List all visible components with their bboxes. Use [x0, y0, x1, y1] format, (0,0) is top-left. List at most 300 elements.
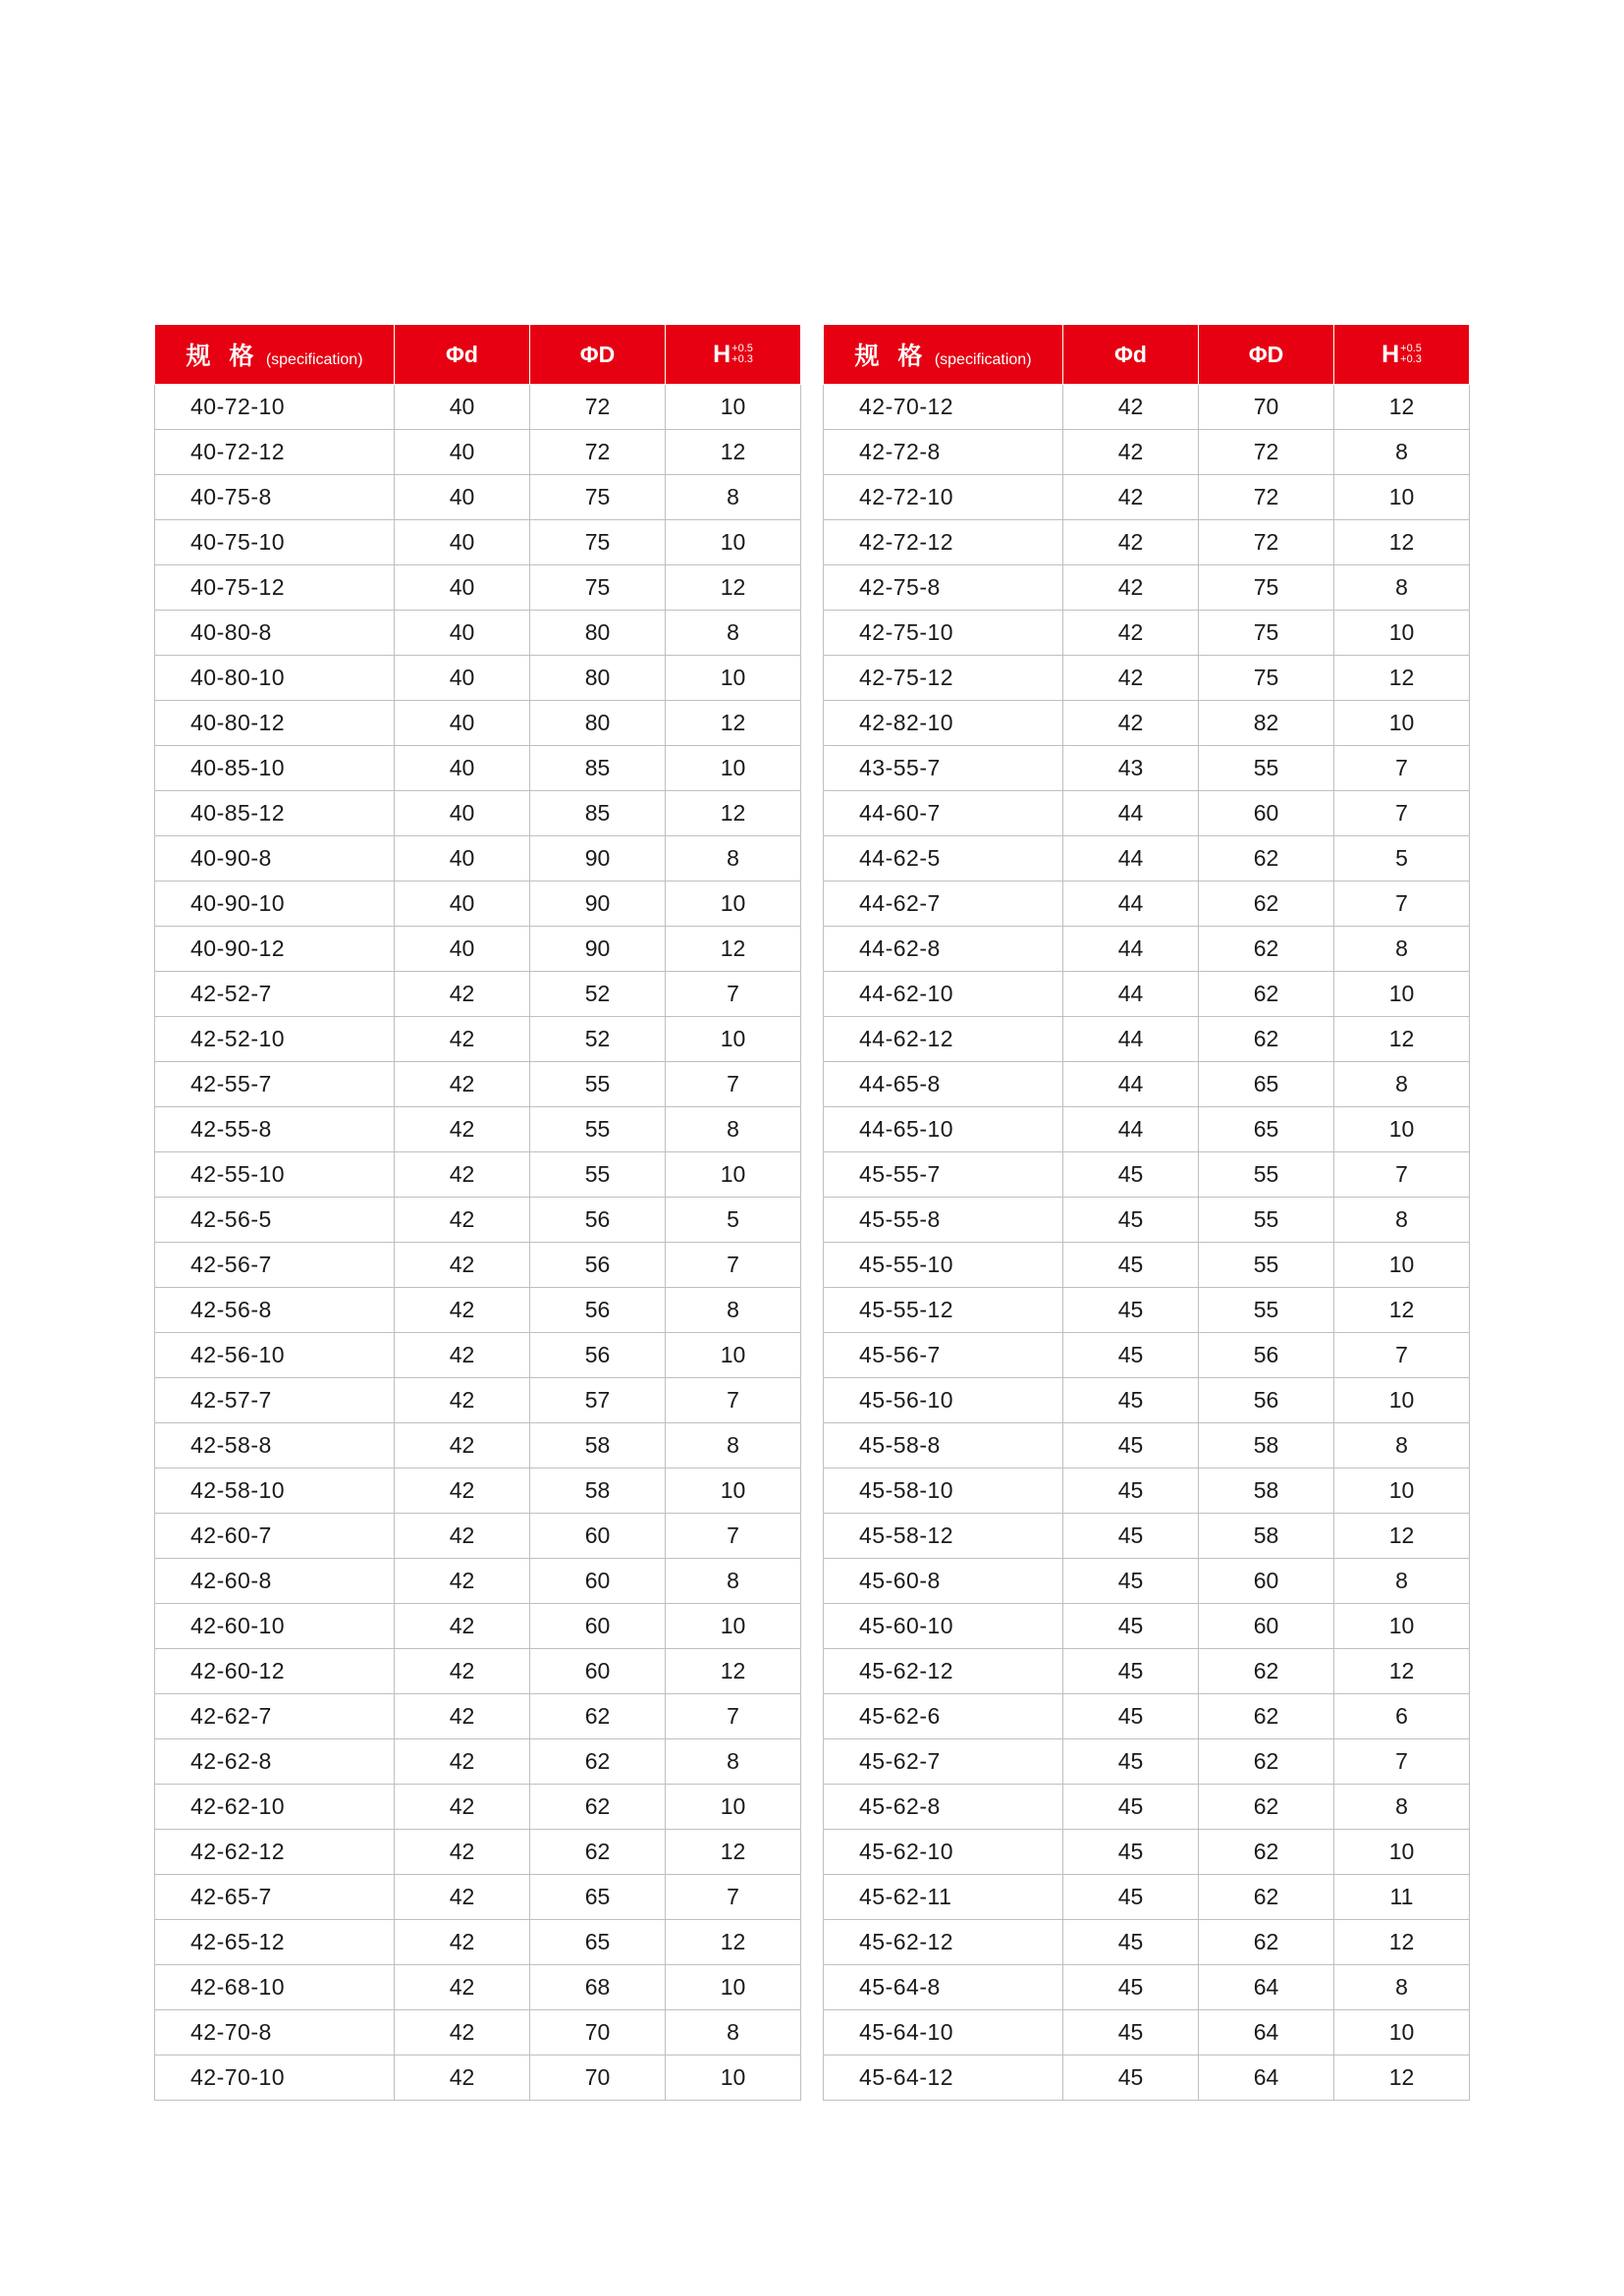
cell-H: 7	[1334, 791, 1470, 836]
cell-phi-D: 55	[1199, 746, 1334, 791]
table-row	[155, 656, 801, 701]
cell-specification: 45-62-8	[824, 1785, 1063, 1830]
cell-phi-d: 44	[1063, 1017, 1199, 1062]
cell-phi-D: 62	[1199, 1785, 1334, 1830]
cell-H: 7	[666, 1243, 801, 1288]
cell-specification: 40-85-10	[155, 746, 395, 791]
cell-phi-d: 45	[1063, 1875, 1199, 1920]
cell-H: 10	[1334, 1243, 1470, 1288]
cell-phi-D: 56	[530, 1198, 666, 1243]
table-row	[155, 746, 801, 791]
cell-specification: 42-60-10	[155, 1604, 395, 1649]
cell-specification: 40-90-10	[155, 881, 395, 927]
cell-H: 10	[1334, 701, 1470, 746]
table-row	[824, 836, 1470, 881]
cell-specification: 42-65-7	[155, 1875, 395, 1920]
cell-phi-D: 90	[530, 836, 666, 881]
cell-phi-d: 40	[395, 565, 530, 611]
table-row	[824, 1604, 1470, 1649]
cell-H: 8	[1334, 1062, 1470, 1107]
cell-H: 12	[1334, 1514, 1470, 1559]
cell-phi-D: 64	[1199, 1965, 1334, 2010]
cell-phi-D: 62	[1199, 1739, 1334, 1785]
table-row	[824, 1649, 1470, 1694]
cell-specification: 40-72-12	[155, 430, 395, 475]
cell-H: 5	[666, 1198, 801, 1243]
table-row	[824, 1559, 1470, 1604]
cell-phi-D: 58	[1199, 1514, 1334, 1559]
cell-specification: 45-62-12	[824, 1920, 1063, 1965]
cell-phi-d: 42	[395, 1198, 530, 1243]
cell-phi-d: 45	[1063, 1694, 1199, 1739]
cell-phi-d: 43	[1063, 746, 1199, 791]
cell-H: 12	[666, 791, 801, 836]
column-header-phi-d: Φd	[395, 325, 530, 385]
table-row	[155, 1198, 801, 1243]
cell-specification: 45-55-7	[824, 1152, 1063, 1198]
cell-specification: 42-72-10	[824, 475, 1063, 520]
table-row	[824, 1920, 1470, 1965]
column-header-phi-d: Φd	[1063, 325, 1199, 385]
cell-specification: 40-90-12	[155, 927, 395, 972]
table-row	[824, 1017, 1470, 1062]
cell-specification: 42-72-8	[824, 430, 1063, 475]
cell-phi-D: 58	[1199, 1468, 1334, 1514]
cell-H: 10	[1334, 1830, 1470, 1875]
cell-phi-D: 75	[1199, 656, 1334, 701]
right-table	[823, 324, 1470, 2101]
tolerance-lower: +0.3	[1400, 353, 1422, 366]
cell-phi-d: 45	[1063, 1288, 1199, 1333]
column-header-H-tolerance	[731, 344, 753, 366]
table-row	[155, 1920, 801, 1965]
cell-specification: 45-64-12	[824, 2056, 1063, 2101]
cell-phi-D: 60	[530, 1649, 666, 1694]
cell-specification: 42-70-12	[824, 385, 1063, 430]
cell-phi-d: 42	[395, 1559, 530, 1604]
cell-phi-d: 45	[1063, 1785, 1199, 1830]
table-header-row	[155, 325, 801, 385]
table-row	[824, 1333, 1470, 1378]
cell-specification: 42-56-5	[155, 1198, 395, 1243]
cell-phi-D: 62	[1199, 972, 1334, 1017]
cell-phi-D: 90	[530, 927, 666, 972]
cell-phi-d: 42	[395, 1965, 530, 2010]
cell-phi-D: 62	[1199, 1017, 1334, 1062]
table-row	[824, 927, 1470, 972]
cell-phi-d: 44	[1063, 836, 1199, 881]
table-row	[155, 475, 801, 520]
cell-phi-d: 45	[1063, 2056, 1199, 2101]
cell-H: 12	[666, 1649, 801, 1694]
cell-phi-d: 45	[1063, 1830, 1199, 1875]
cell-H: 10	[1334, 1378, 1470, 1423]
cell-phi-d: 42	[395, 1288, 530, 1333]
cell-H: 7	[666, 1378, 801, 1423]
cell-phi-d: 40	[395, 881, 530, 927]
cell-H: 8	[1334, 927, 1470, 972]
table-row	[155, 972, 801, 1017]
cell-specification: 42-72-12	[824, 520, 1063, 565]
cell-H: 7	[1334, 1739, 1470, 1785]
cell-specification: 44-62-7	[824, 881, 1063, 927]
cell-phi-d: 45	[1063, 1739, 1199, 1785]
cell-H: 10	[666, 1604, 801, 1649]
cell-specification: 40-85-12	[155, 791, 395, 836]
cell-phi-D: 62	[1199, 881, 1334, 927]
cell-specification: 45-55-10	[824, 1243, 1063, 1288]
cell-phi-d: 40	[395, 656, 530, 701]
cell-phi-D: 55	[1199, 1243, 1334, 1288]
table-row	[824, 565, 1470, 611]
cell-phi-d: 42	[395, 2010, 530, 2056]
cell-phi-d: 42	[1063, 565, 1199, 611]
table-row	[824, 746, 1470, 791]
column-header-phi-D: ΦD	[530, 325, 666, 385]
table-row	[824, 656, 1470, 701]
cell-specification: 45-55-8	[824, 1198, 1063, 1243]
cell-specification: 45-62-6	[824, 1694, 1063, 1739]
cell-phi-D: 85	[530, 746, 666, 791]
table-row	[155, 1243, 801, 1288]
cell-H: 10	[1334, 475, 1470, 520]
cell-phi-D: 52	[530, 1017, 666, 1062]
cell-phi-D: 60	[1199, 1559, 1334, 1604]
table-row	[155, 1830, 801, 1875]
cell-phi-D: 75	[530, 565, 666, 611]
cell-phi-D: 75	[1199, 565, 1334, 611]
cell-H: 7	[666, 972, 801, 1017]
cell-phi-D: 60	[530, 1559, 666, 1604]
cell-phi-d: 40	[395, 520, 530, 565]
cell-phi-d: 42	[395, 1107, 530, 1152]
cell-phi-d: 40	[395, 385, 530, 430]
cell-H: 12	[1334, 385, 1470, 430]
cell-specification: 42-55-8	[155, 1107, 395, 1152]
cell-H: 8	[1334, 1423, 1470, 1468]
cell-phi-d: 45	[1063, 1378, 1199, 1423]
cell-specification: 40-75-10	[155, 520, 395, 565]
table-row	[155, 2056, 801, 2101]
table-row	[824, 1875, 1470, 1920]
cell-phi-d: 42	[395, 1017, 530, 1062]
cell-phi-D: 65	[530, 1875, 666, 1920]
cell-H: 10	[666, 881, 801, 927]
cell-H: 10	[1334, 611, 1470, 656]
cell-phi-d: 42	[395, 1649, 530, 1694]
cell-phi-d: 44	[1063, 791, 1199, 836]
cell-specification: 40-80-10	[155, 656, 395, 701]
table-row	[155, 1017, 801, 1062]
cell-specification: 45-62-7	[824, 1739, 1063, 1785]
cell-phi-d: 44	[1063, 881, 1199, 927]
table-row	[155, 791, 801, 836]
cell-specification: 45-58-10	[824, 1468, 1063, 1514]
cell-phi-D: 80	[530, 656, 666, 701]
cell-H: 12	[1334, 1920, 1470, 1965]
cell-phi-d: 42	[395, 1875, 530, 1920]
cell-specification: 45-56-10	[824, 1378, 1063, 1423]
cell-H: 8	[1334, 565, 1470, 611]
cell-phi-d: 42	[395, 1739, 530, 1785]
table-row	[155, 1559, 801, 1604]
cell-H: 8	[1334, 1559, 1470, 1604]
table-row	[824, 1468, 1470, 1514]
cell-phi-D: 62	[1199, 836, 1334, 881]
cell-H: 10	[666, 1468, 801, 1514]
cell-phi-D: 62	[530, 1739, 666, 1785]
cell-phi-D: 55	[530, 1107, 666, 1152]
table-row	[155, 1604, 801, 1649]
column-header-H-label: H	[1381, 340, 1400, 368]
cell-phi-d: 42	[1063, 430, 1199, 475]
table-row	[155, 1288, 801, 1333]
cell-H: 10	[666, 385, 801, 430]
cell-phi-D: 65	[1199, 1107, 1334, 1152]
table-row	[824, 1423, 1470, 1468]
cell-specification: 42-58-8	[155, 1423, 395, 1468]
cell-phi-D: 75	[1199, 611, 1334, 656]
cell-H: 10	[666, 1152, 801, 1198]
cell-H: 6	[1334, 1694, 1470, 1739]
table-row	[824, 1152, 1470, 1198]
column-header-H	[666, 325, 801, 385]
table-row	[155, 385, 801, 430]
cell-phi-D: 56	[530, 1243, 666, 1288]
cell-phi-d: 42	[395, 1062, 530, 1107]
cell-H: 10	[666, 1965, 801, 2010]
cell-specification: 42-82-10	[824, 701, 1063, 746]
cell-H: 12	[666, 701, 801, 746]
cell-H: 8	[1334, 1198, 1470, 1243]
cell-H: 12	[666, 1920, 801, 1965]
cell-specification: 42-62-7	[155, 1694, 395, 1739]
cell-phi-D: 56	[1199, 1378, 1334, 1423]
table-row	[824, 2056, 1470, 2101]
table-row	[155, 1739, 801, 1785]
cell-phi-d: 44	[1063, 1062, 1199, 1107]
cell-specification: 45-58-8	[824, 1423, 1063, 1468]
cell-phi-d: 45	[1063, 1423, 1199, 1468]
cell-phi-d: 45	[1063, 1920, 1199, 1965]
cell-H: 10	[666, 520, 801, 565]
table-row	[155, 520, 801, 565]
column-header-specification	[824, 325, 1063, 385]
cell-phi-D: 57	[530, 1378, 666, 1423]
cell-phi-D: 72	[530, 385, 666, 430]
cell-H: 12	[666, 1830, 801, 1875]
cell-H: 5	[1334, 836, 1470, 881]
cell-phi-D: 70	[530, 2010, 666, 2056]
cell-H: 8	[666, 2010, 801, 2056]
cell-H: 7	[666, 1875, 801, 1920]
cell-phi-d: 40	[395, 475, 530, 520]
cell-phi-D: 56	[530, 1333, 666, 1378]
cell-phi-D: 58	[530, 1423, 666, 1468]
cell-phi-d: 42	[395, 1694, 530, 1739]
cell-specification: 42-60-7	[155, 1514, 395, 1559]
cell-specification: 44-60-7	[824, 791, 1063, 836]
cell-specification: 42-52-10	[155, 1017, 395, 1062]
column-header-specification-en: (specification)	[934, 351, 1032, 368]
cell-specification: 42-60-8	[155, 1559, 395, 1604]
cell-specification: 42-65-12	[155, 1920, 395, 1965]
cell-phi-d: 45	[1063, 1965, 1199, 2010]
cell-H: 11	[1334, 1875, 1470, 1920]
cell-phi-D: 55	[530, 1152, 666, 1198]
cell-phi-d: 44	[1063, 1107, 1199, 1152]
cell-specification: 42-55-7	[155, 1062, 395, 1107]
cell-phi-D: 62	[530, 1830, 666, 1875]
cell-phi-d: 42	[395, 1378, 530, 1423]
table-row	[824, 520, 1470, 565]
cell-H: 12	[1334, 656, 1470, 701]
cell-specification: 40-80-8	[155, 611, 395, 656]
cell-specification: 40-72-10	[155, 385, 395, 430]
table-row	[824, 385, 1470, 430]
cell-specification: 45-62-10	[824, 1830, 1063, 1875]
table-row	[155, 1785, 801, 1830]
cell-phi-D: 80	[530, 611, 666, 656]
cell-phi-d: 45	[1063, 1243, 1199, 1288]
table-row	[155, 836, 801, 881]
cell-phi-D: 62	[1199, 927, 1334, 972]
cell-phi-D: 52	[530, 972, 666, 1017]
cell-phi-d: 40	[395, 746, 530, 791]
cell-H: 12	[1334, 2056, 1470, 2101]
tolerance-upper: +0.5	[731, 342, 753, 354]
cell-specification: 42-56-7	[155, 1243, 395, 1288]
table-row	[824, 1739, 1470, 1785]
cell-H: 12	[1334, 1649, 1470, 1694]
cell-H: 8	[666, 1288, 801, 1333]
table-row	[824, 430, 1470, 475]
cell-phi-D: 70	[1199, 385, 1334, 430]
cell-specification: 45-64-10	[824, 2010, 1063, 2056]
cell-specification: 45-64-8	[824, 1965, 1063, 2010]
cell-specification: 44-65-10	[824, 1107, 1063, 1152]
cell-phi-D: 62	[1199, 1875, 1334, 1920]
table-row	[824, 1785, 1470, 1830]
cell-H: 7	[1334, 881, 1470, 927]
cell-specification: 44-62-5	[824, 836, 1063, 881]
cell-phi-d: 45	[1063, 1333, 1199, 1378]
cell-H: 8	[666, 1107, 801, 1152]
cell-H: 8	[1334, 1965, 1470, 2010]
table-row	[824, 1378, 1470, 1423]
cell-phi-D: 62	[1199, 1649, 1334, 1694]
cell-phi-D: 90	[530, 881, 666, 927]
table-row	[824, 611, 1470, 656]
cell-specification: 42-56-10	[155, 1333, 395, 1378]
cell-phi-D: 55	[1199, 1198, 1334, 1243]
cell-phi-D: 60	[1199, 791, 1334, 836]
cell-phi-d: 40	[395, 927, 530, 972]
cell-phi-D: 55	[530, 1062, 666, 1107]
table-row	[824, 701, 1470, 746]
cell-H: 10	[1334, 972, 1470, 1017]
cell-phi-d: 42	[395, 1785, 530, 1830]
cell-phi-d: 45	[1063, 1198, 1199, 1243]
column-header-specification-cn: 规 格	[854, 343, 929, 370]
cell-specification: 42-62-10	[155, 1785, 395, 1830]
cell-phi-D: 80	[530, 701, 666, 746]
table-row	[155, 1649, 801, 1694]
cell-phi-d: 45	[1063, 1152, 1199, 1198]
column-header-specification	[155, 325, 395, 385]
cell-specification: 42-75-12	[824, 656, 1063, 701]
cell-specification: 45-58-12	[824, 1514, 1063, 1559]
table-header-row	[824, 325, 1470, 385]
table-row	[824, 1288, 1470, 1333]
cell-phi-d: 42	[395, 1830, 530, 1875]
cell-H: 10	[1334, 1604, 1470, 1649]
cell-H: 7	[666, 1062, 801, 1107]
column-header-phi-D: ΦD	[1199, 325, 1334, 385]
cell-phi-D: 65	[1199, 1062, 1334, 1107]
cell-phi-d: 40	[395, 701, 530, 746]
column-header-specification-cn: 规 格	[186, 343, 260, 370]
table-row	[155, 430, 801, 475]
cell-phi-D: 58	[1199, 1423, 1334, 1468]
table-row	[824, 1830, 1470, 1875]
tolerance-upper: +0.5	[1400, 342, 1422, 354]
cell-H: 12	[1334, 1288, 1470, 1333]
cell-phi-d: 45	[1063, 1559, 1199, 1604]
cell-H: 12	[666, 430, 801, 475]
table-row	[155, 1423, 801, 1468]
cell-phi-D: 62	[1199, 1830, 1334, 1875]
cell-specification: 45-62-12	[824, 1649, 1063, 1694]
cell-phi-d: 42	[1063, 656, 1199, 701]
cell-phi-D: 62	[1199, 1694, 1334, 1739]
cell-specification: 42-55-10	[155, 1152, 395, 1198]
table-row	[824, 1107, 1470, 1152]
cell-H: 10	[666, 1333, 801, 1378]
cell-phi-d: 42	[395, 1152, 530, 1198]
cell-phi-D: 56	[530, 1288, 666, 1333]
cell-phi-d: 42	[395, 2056, 530, 2101]
cell-specification: 45-56-7	[824, 1333, 1063, 1378]
table-row	[824, 791, 1470, 836]
cell-phi-D: 72	[1199, 430, 1334, 475]
cell-phi-d: 42	[395, 1333, 530, 1378]
cell-phi-D: 64	[1199, 2010, 1334, 2056]
cell-phi-D: 72	[1199, 475, 1334, 520]
cell-phi-D: 58	[530, 1468, 666, 1514]
table-row	[155, 1965, 801, 2010]
cell-phi-d: 42	[395, 1514, 530, 1559]
cell-H: 10	[1334, 1468, 1470, 1514]
cell-specification: 40-80-12	[155, 701, 395, 746]
cell-phi-d: 42	[395, 1423, 530, 1468]
cell-H: 12	[1334, 520, 1470, 565]
cell-phi-D: 70	[530, 2056, 666, 2101]
cell-phi-D: 68	[530, 1965, 666, 2010]
cell-specification: 44-65-8	[824, 1062, 1063, 1107]
cell-phi-d: 42	[395, 1604, 530, 1649]
cell-specification: 40-75-12	[155, 565, 395, 611]
cell-specification: 45-60-10	[824, 1604, 1063, 1649]
column-header-H-label: H	[713, 340, 731, 368]
cell-H: 8	[1334, 1785, 1470, 1830]
cell-phi-d: 42	[1063, 611, 1199, 656]
cell-specification: 42-57-7	[155, 1378, 395, 1423]
table-row	[824, 1243, 1470, 1288]
cell-phi-d: 40	[395, 430, 530, 475]
table-row	[824, 1062, 1470, 1107]
cell-phi-D: 82	[1199, 701, 1334, 746]
